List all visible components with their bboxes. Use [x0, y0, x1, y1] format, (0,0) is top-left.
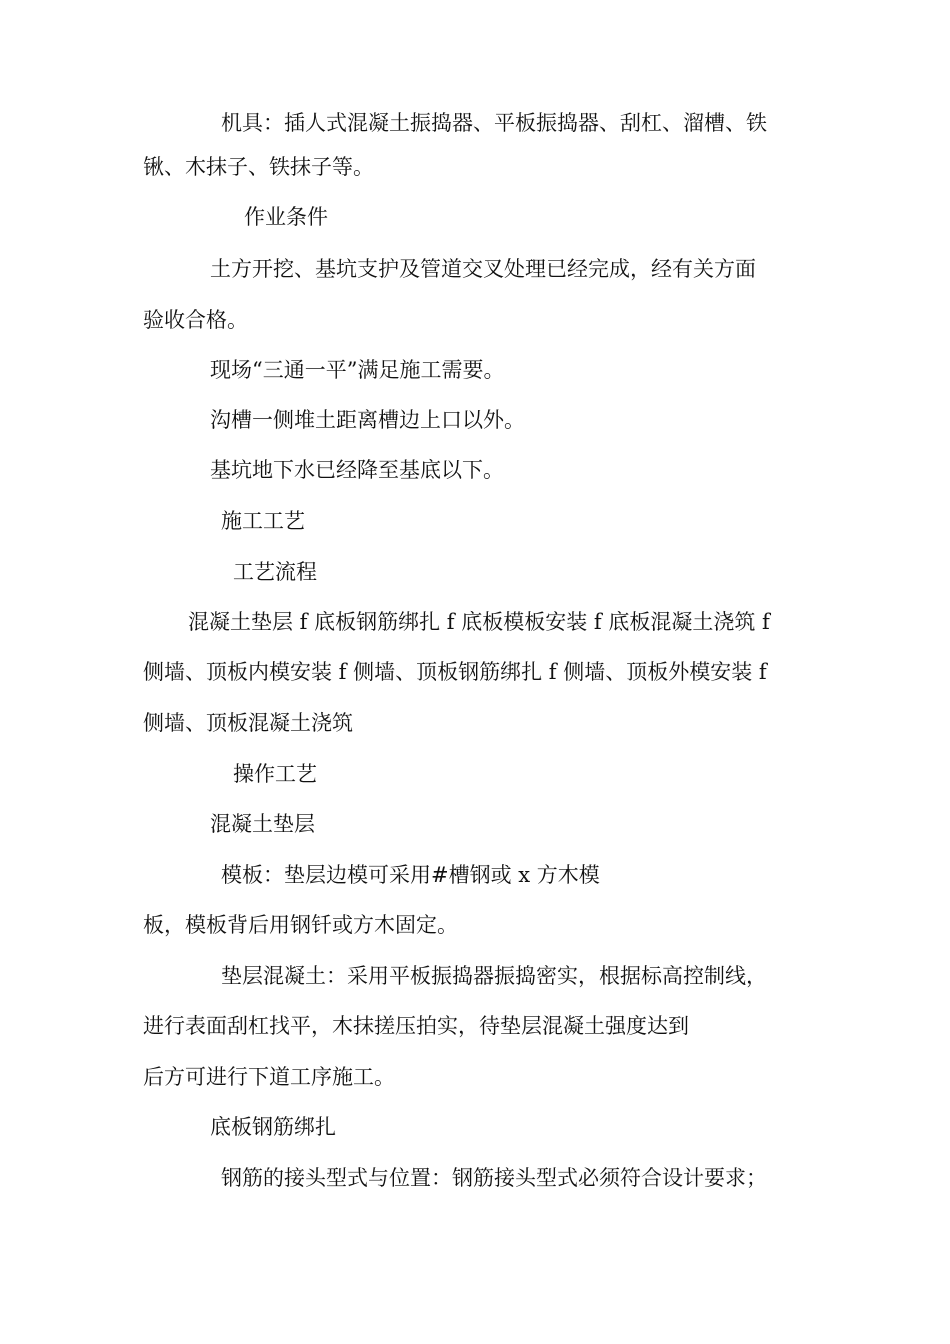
paragraph-trench-soil: 沟槽一侧堆土距离槽边上口以外。 [210, 408, 525, 432]
paragraph-flow-line-3: 侧墙、顶板混凝土浇筑 [143, 711, 353, 735]
heading-bottom-slab-rebar: 底板钢筋绑扎 [210, 1115, 336, 1139]
paragraph-rebar-joints: 钢筋的接头型式与位置：钢筋接头型式必须符合设计要求； [221, 1166, 767, 1190]
heading-operation-process: 操作工艺 [233, 762, 317, 786]
paragraph-flow-line-1: 混凝土垫层 f 底板钢筋绑扎 f 底板模板安装 f 底板混凝土浇筑 f [188, 610, 770, 634]
paragraph-groundwater: 基坑地下水已经降至基底以下。 [210, 458, 504, 482]
paragraph-tools-line-1: 机具：插人式混凝土振捣器、平板振捣器、刮杠、溜槽、铁 [221, 111, 767, 135]
paragraph-tools-line-2: 锹、木抹子、铁抹子等。 [143, 155, 374, 179]
heading-work-conditions: 作业条件 [244, 205, 328, 229]
paragraph-excavation-line-1: 土方开挖、基坑支护及管道交叉处理已经完成，经有关方面 [210, 257, 756, 281]
paragraph-cushion-concrete-line-1: 垫层混凝土：采用平板振捣器振捣密实，根据标高控制线， [221, 964, 767, 988]
paragraph-excavation-line-2: 验收合格。 [143, 308, 248, 332]
paragraph-formwork-line-1: 模板：垫层边模可采用#槽钢或 x 方木模 [221, 863, 600, 887]
paragraph-cushion-concrete-line-3: 后方可进行下道工序施工。 [143, 1065, 395, 1089]
paragraph-site-conditions: 现场“三通一平”满足施工需要。 [210, 358, 505, 382]
paragraph-cushion-concrete-line-2: 进行表面刮杠找平，木抹搓压拍实，待垫层混凝土强度达到 [143, 1014, 689, 1038]
paragraph-flow-line-2: 侧墙、顶板内模安装 f 侧墙、顶板钢筋绑扎 f 侧墙、顶板外模安装 f [143, 660, 767, 684]
heading-concrete-cushion: 混凝土垫层 [210, 812, 315, 836]
paragraph-formwork-line-2: 板，模板背后用钢钎或方木固定。 [143, 913, 458, 937]
heading-construction-process: 施工工艺 [221, 509, 305, 533]
heading-process-flow: 工艺流程 [233, 560, 317, 584]
